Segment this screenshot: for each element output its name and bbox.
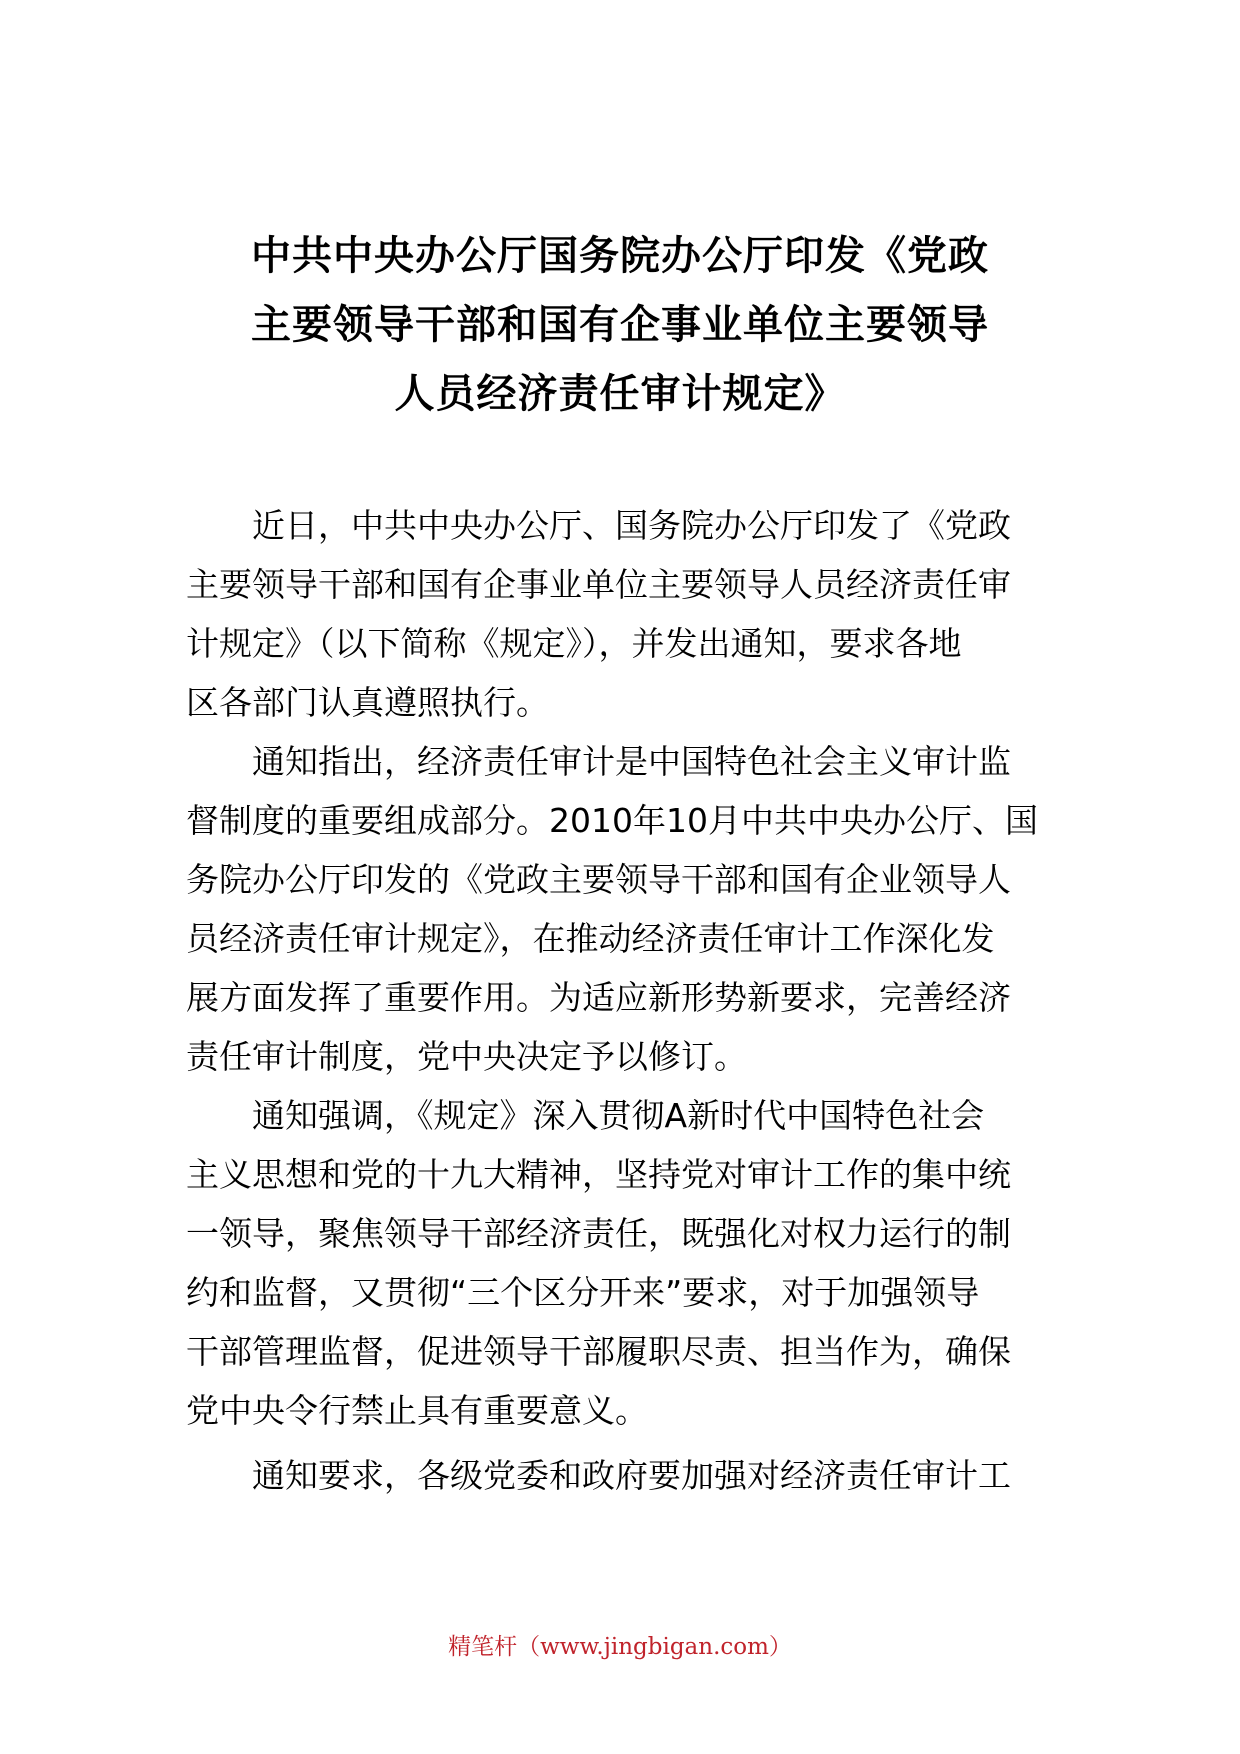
paragraph-4-line: 通知要求，各级党委和政府要加强对经济责任审计工 [252,1456,1011,1495]
paragraph-2-line: 通知指出，经济责任审计是中国特色社会主义审计监 [252,742,1011,781]
paragraph-2-line: 责任审计制度，党中央决定予以修订。 [186,1037,747,1076]
paragraph-1-line: 近日，中共中央办公厅、国务院办公厅印发了《党政 [252,506,1011,545]
footer-watermark: 精笔杆（www.jingbigan.com） [448,1634,792,1660]
paragraph-2-line: 督制度的重要组成部分。2010年10月中共中央办公厅、国 [186,801,1038,840]
title-line: 主要领导干部和国有企事业单位主要领导 [251,302,989,348]
document-body [186,496,1066,1505]
paragraph-3-line: 党中央令行禁止具有重要意义。 [186,1391,648,1430]
document-title [180,222,1060,429]
paragraph-3-line: 一领导，聚焦领导干部经济责任，既强化对权力运行的制 [186,1214,1011,1253]
paragraph-2-line: 员经济责任审计规定》，在推动经济责任审计工作深化发 [186,919,995,958]
paragraph-2-line: 务院办公厅印发的《党政主要领导干部和国有企业领导人 [186,860,1011,899]
paragraph-3-line: 约和监督，又贯彻“三个区分开来”要求，对于加强领导 [186,1273,980,1312]
paragraph-3-line: 主义思想和党的十九大精神，坚持党对审计工作的集中统 [186,1155,1011,1194]
paragraph-1-line: 主要领导干部和国有企事业单位主要领导人员经济责任审 [186,565,1011,604]
paragraph-3-line: 干部管理监督，促进领导干部履职尽责、担当作为，确保 [186,1332,1011,1371]
title-line: 人员经济责任审计规定》 [394,371,846,417]
paragraph-1-line: 区各部门认真遵照执行。 [186,683,549,722]
paragraph-2-line: 展方面发挥了重要作用。为适应新形势新要求，完善经济 [186,978,1011,1017]
title-line: 中共中央办公厅国务院办公厅印发《党政 [251,233,989,279]
paragraph-3-line: 通知强调，《规定》深入贯彻A新时代中国特色社会 [252,1096,985,1135]
paragraph-1-line: 计规定》（以下简称《规定》），并发出通知，要求各地 [186,624,962,663]
